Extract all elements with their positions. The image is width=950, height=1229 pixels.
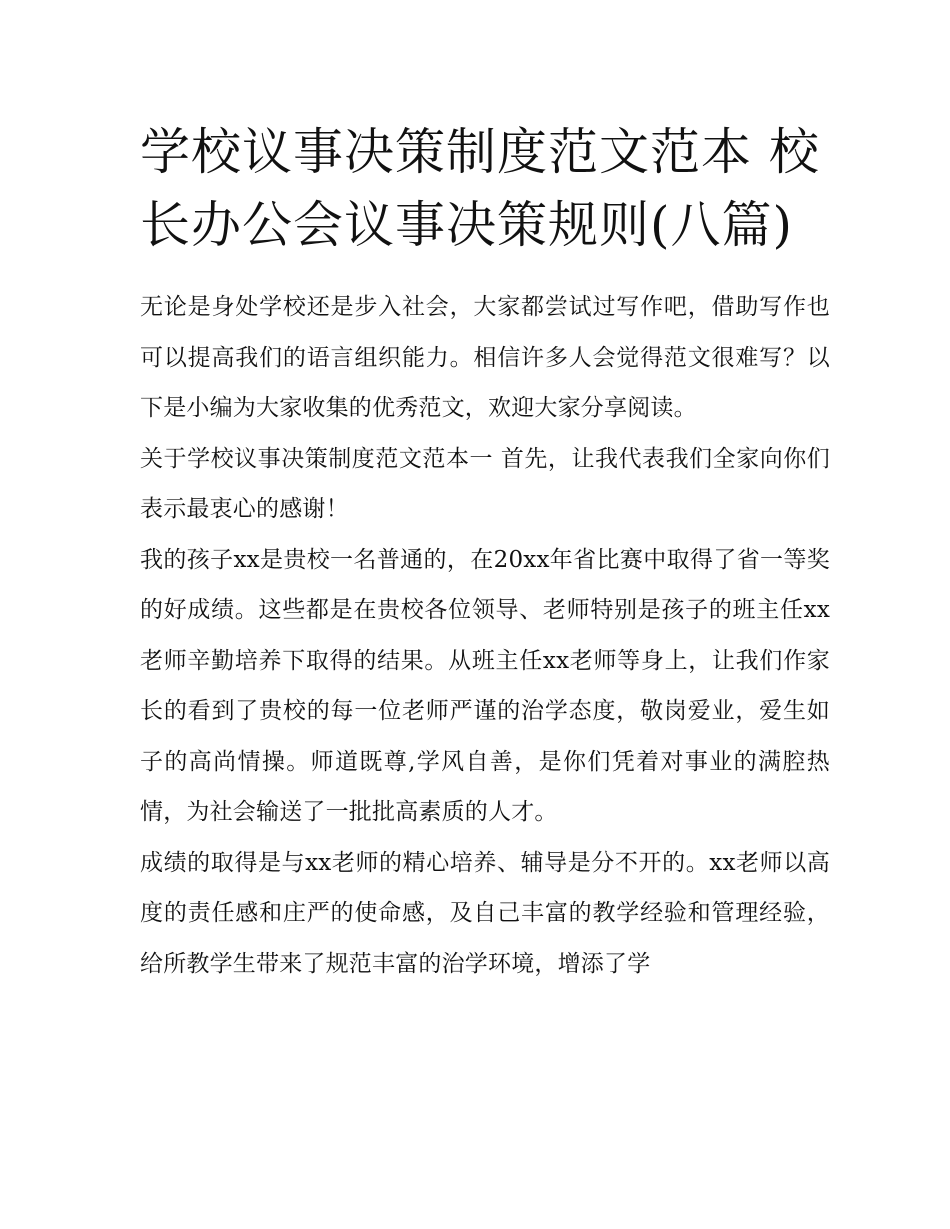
paragraph-thanks: 关于学校议事决策制度范文范本一 首先，让我代表我们全家向你们表示最衷心的感谢！ <box>140 445 830 522</box>
paragraph-teacher: 成绩的取得是与xx老师的精心培养、辅导是分不开的。xx老师以高度的责任感和庄严的使命感，及自己丰富的教学经验和管理经验，给所教学生带来了规范丰富的治学环境，增添了学 <box>140 849 830 977</box>
paragraph-intro: 无论是身处学校还是步入社会，大家都尝试过写作吧，借助写作也可以提高我们的语言组织能力。相信许多人会觉得范文很难写？以下是小编为大家收集的优秀范文，欢迎大家分享阅读。 <box>140 294 830 421</box>
document-body <box>140 282 830 989</box>
document-title: 学校议事决策制度范文范本 校长办公会议事决策规则(八篇) <box>140 123 820 254</box>
paragraph-achievement: 我的孩子xx是贵校一名普通的，在20xx年省比赛中取得了省一等奖的好成绩。这些都是在贵校各位领导、老师特别是孩子的班主任xx老师辛勤培养下取得的结果。从班主任xx老师等身上，让我们作家长的看到了贵校的每一位老师严谨的治学态度，敬岗爱业，爱生如子的高尚情操。师道既尊,学风自善，是你们凭着对事业的满腔热情，为社会输送了一批批高素质的人才。 <box>140 546 830 825</box>
